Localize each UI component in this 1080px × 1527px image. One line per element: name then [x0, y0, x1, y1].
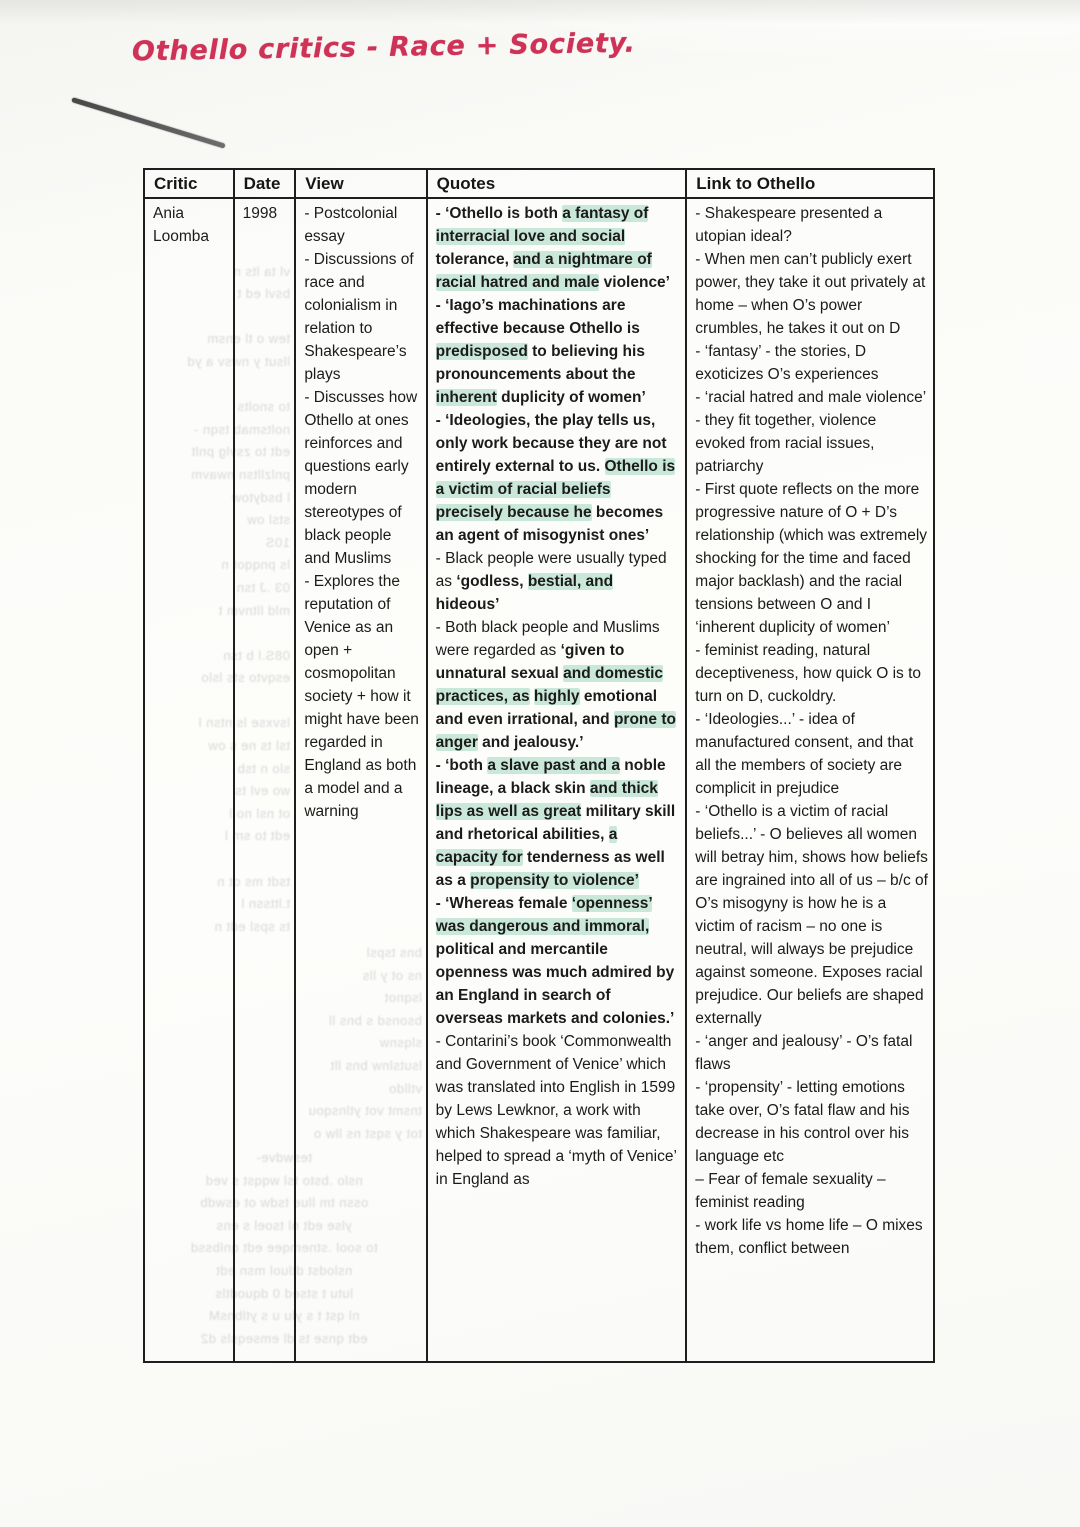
- bleedthrough-line: wo evl ts: [234, 783, 290, 799]
- text-run: - Both black people and Muslims were regarded as: [435, 619, 660, 659]
- bullet-item: - ‘Othello is a victim of racial beliefs...’ - O believes all women will betray him, shows how beliefs are ingrained into all of us – b/c of O’s misogyny is how he is a victim of racism – no one is neutral, will always be prejudice against someone. Exposes racial prejudice. Our beliefs are shaped externally: [695, 803, 928, 1027]
- highlighted-text: highly: [533, 688, 580, 705]
- bleedthrough-line: ts spsl edt n: [214, 918, 290, 934]
- text-run: and jealousy.’: [477, 734, 584, 751]
- bullet-item: - ‘racial hatred and male violence’ - they fit together, violence evoked from racial issues, patriarchy: [695, 389, 926, 475]
- bullet-item: - ‘anger and jealousy’ - O’s fatal flaws: [695, 1033, 913, 1073]
- text-run: ‘godless,: [456, 573, 528, 590]
- text-run: emotional and even irrational, and: [435, 688, 658, 728]
- bleedthrough-line: 08S.l b tsn: [223, 647, 290, 663]
- quote-bullet: [436, 892, 681, 1030]
- bleedthrough-line: slqsnw: [379, 1035, 422, 1051]
- quote-bullet: [436, 616, 681, 754]
- quote-bullet: [436, 294, 681, 409]
- bleedthrough-line: ns ot y lls: [362, 967, 422, 983]
- bleedthrough-line: to snolts: [237, 399, 290, 415]
- bleedthrough-line: tew o tl ensm: [206, 331, 290, 347]
- bullet-item: - ‘Ideologies...’ - idea of manufactured consent, and that all the members of society are complicit in prejudice: [695, 711, 914, 797]
- critic-cell: [145, 199, 235, 1361]
- table-row: [145, 199, 933, 1361]
- bleedthrough-line: bns tspsl: [366, 945, 422, 960]
- bleedthrough-line: l bsdytow: [231, 489, 290, 505]
- bullet-item: - work life vs home life – O mixes them, conflict between: [695, 1217, 923, 1257]
- table-header-row: [145, 170, 933, 199]
- bullet-item: - feminist reading, natural deceptiveness, how quick O is to turn on D, cuckoldry.: [695, 642, 922, 705]
- text-run: - ‘both: [435, 757, 488, 774]
- text-run: ‘given to unnatural sexual: [435, 642, 625, 682]
- bleedthrough-line: edt qnse ts dl emseqsls d2: [200, 1330, 368, 1346]
- bleedthrough-line: ot nsl no l: [228, 805, 290, 821]
- view-cell: [296, 199, 427, 1361]
- text-run: to believing his pronouncements about the: [435, 343, 645, 383]
- highlighted-text: and thick lips as well as great: [435, 780, 658, 820]
- bleedthrough-line: lsutslnw bns llt: [330, 1057, 422, 1073]
- bleedthrough-line: bsonsd s bns ll: [328, 1012, 422, 1028]
- highlighted-text: predisposed: [435, 343, 528, 360]
- bleedthrough-line: 10S: [265, 534, 290, 550]
- critic-name: Ania Loomba: [153, 205, 210, 245]
- text-run: duplicity of women’: [496, 389, 646, 406]
- highlighted-text: bestial, and: [527, 573, 614, 590]
- highlighted-text: was dangerous and immoral,: [435, 918, 650, 935]
- bullet-item: - Explores the reputation of Venice as an open + cosmopolitan society + how it might have been regarded in England as both a model and a warning: [304, 573, 419, 820]
- bleedthrough-line: tot y sqst ns llw o: [313, 1125, 422, 1141]
- bullet-item: - ‘propensity’ - letting emotions take over, O’s fatal flaw and his decrease in his control over his language etc: [695, 1079, 910, 1165]
- text-run: becomes an agent of misogynist ones’: [435, 504, 664, 544]
- highlighted-text: and a nightmare of: [513, 251, 652, 268]
- handwritten-page-title: Othello critics - Race + Society.: [131, 27, 636, 68]
- bleedthrough-line: lsqnot: [384, 990, 422, 1006]
- text-run: - ‘Othello is both: [435, 205, 563, 222]
- bullet-item: - Shakespeare presented a utopian ideal?: [695, 205, 883, 245]
- scan-edge-shadow: [0, 0, 1080, 24]
- column-header-quotes: Quotes: [428, 170, 688, 197]
- bleedthrough-line: llsut y nwsv a yd: [186, 353, 290, 369]
- quote-bullet: [436, 1030, 681, 1191]
- bleedthrough-line: edt to sm l: [224, 828, 290, 844]
- bleedthrough-line: nslodst dtluol msn edt: [215, 1262, 353, 1278]
- bleedthrough-line: ls pnqqot n: [220, 557, 290, 573]
- text-run: tolerance,: [435, 251, 514, 268]
- highlighted-text: prone to anger: [435, 711, 676, 751]
- bleedthrough-line: tsdt ms ot n: [216, 873, 290, 889]
- highlighted-text: racial hatred and male: [435, 274, 600, 291]
- quote-bullet: [436, 409, 681, 547]
- column-header-critic: Critic: [145, 170, 235, 197]
- pen-stroke-mark: [71, 97, 225, 148]
- link-to-othello-cell: [687, 199, 933, 1361]
- column-header-date: Date: [235, 170, 297, 197]
- column-header-view: View: [296, 170, 427, 197]
- bleedthrough-line: edt to zsvlg pnlt: [191, 444, 290, 460]
- bleedthrough-line: nslo .bsto tsl wqqst s ved: [205, 1172, 363, 1188]
- highlighted-text: propensity to violence’: [470, 872, 639, 889]
- bleedthrough-line: tsl ts ne s ow: [207, 738, 290, 754]
- bleedthrough-line: 03 .J tsn: [236, 579, 290, 595]
- bleedthrough-line: noltsmab tsqn -: [193, 421, 290, 437]
- text-run: noble lineage, a black skin: [435, 757, 666, 797]
- text-run: - ‘Ideologies, the play tells us, only work because they are not entirely external to us.: [435, 412, 667, 475]
- bullet-item: - ‘fantasy’ - the stories, D exoticizes O’s experiences: [695, 343, 879, 383]
- highlighted-text: interracial love and social: [435, 228, 626, 245]
- quote-bullet: [436, 754, 681, 892]
- text-run: - ‘Iago’s machinations are effective because Othello is: [435, 297, 640, 337]
- quote-bullet: [436, 547, 681, 616]
- highlighted-text: inherent: [435, 389, 497, 406]
- bleedthrough-line: teswdve-: [255, 1150, 313, 1165]
- bullet-item: - Discussions of race and colonialism in relation to Shakespeare’s plays: [304, 251, 414, 383]
- highlighted-text: a capacity for: [435, 826, 618, 866]
- highlighted-text: and domestic practices, as: [435, 665, 664, 705]
- bleedthrough-line: vtlldo: [388, 1080, 422, 1096]
- text-run: - Contarini’s book ‘Commonwealth and Government of Venice’ which was translated into English in 1599 by Lews Lewknor, a work with which Shakespeare was familiar, helped to spread a ‘myth of Venice’ in England as: [435, 1033, 677, 1188]
- bleedthrough-line: esqvto sts lslo: [200, 670, 290, 686]
- bleedthrough-line: ossn tm llue tsdw ot eswdb: [199, 1195, 369, 1211]
- bullet-item: - Postcolonial essay: [304, 205, 398, 245]
- critics-table: [143, 168, 935, 1363]
- bleedthrough-line: to sool .stnemqee edt qnlbssd: [190, 1240, 378, 1256]
- bleedthrough-line: pnlzlltsn nwavm: [190, 466, 290, 482]
- quote-bullet: [436, 202, 681, 294]
- text-run: military skill and rhetorical abilities,: [435, 803, 676, 843]
- bleedthrough-line: nl qst t s ylu u s ytlbnsM: [208, 1308, 360, 1324]
- highlighted-text: a slave past and a: [487, 757, 620, 774]
- bleedthrough-line: t.lttssn l: [240, 896, 290, 912]
- text-run: political and mercantile openness was much admired by an England in search of overseas markets and colonies.’: [435, 941, 675, 1027]
- highlighted-text: Othello is a victim of racial beliefs precisely because he: [435, 458, 676, 521]
- bullet-item: – Fear of female sexuality – feminist reading: [695, 1171, 886, 1211]
- text-run: violence’: [599, 274, 670, 291]
- text-run: - Black people were usually typed as: [435, 550, 667, 590]
- bleedthrough-line: vl ta lts n: [233, 263, 290, 279]
- bleedthrough-line: slo n tsb: [237, 760, 290, 776]
- highlighted-text: a fantasy of: [562, 205, 649, 222]
- text-run: tenderness as well as a: [435, 849, 665, 889]
- bleedthrough-line: lsvxse ls ntsn l: [198, 715, 290, 731]
- highlighted-text: ‘openness’: [571, 895, 652, 912]
- bleedthrough-line: ylse edt nl tsoel s ens: [216, 1217, 352, 1233]
- bleedthrough-line: bsvl ed t: [237, 286, 290, 302]
- critic-date: 1998: [242, 205, 278, 222]
- bullet-item: - First quote reflects on the more progressive nature of O + D’s relationship (which was extremely shocking for the time and faced major backlash) and the racial tensions between O and I ‘inherent duplicity of women’: [695, 481, 928, 636]
- column-header-link-to-othello: Link to Othello: [696, 174, 816, 193]
- bleedthrough-line: lutu t stsed 0 dquodtls: [215, 1285, 353, 1301]
- text-run: hideous’: [435, 596, 500, 613]
- bleedthrough-line: stsl ow: [246, 512, 290, 528]
- bleedthrough-line: tnsmt vot ytlnsqou: [308, 1103, 422, 1119]
- bullet-item: - When men can’t publicly exert power, they take it out privately at home – when O’s power crumbles, he takes it out on D: [695, 251, 926, 337]
- bullet-item: - Discusses how Othello at ones reinforces and questions early modern stereotypes of black people and Muslims: [304, 389, 418, 567]
- quotes-cell: [428, 199, 688, 1361]
- text-run: - ‘Whereas female: [435, 895, 572, 912]
- bleedthrough-line: mld lltnvm t: [218, 602, 290, 618]
- date-cell: [235, 199, 297, 1361]
